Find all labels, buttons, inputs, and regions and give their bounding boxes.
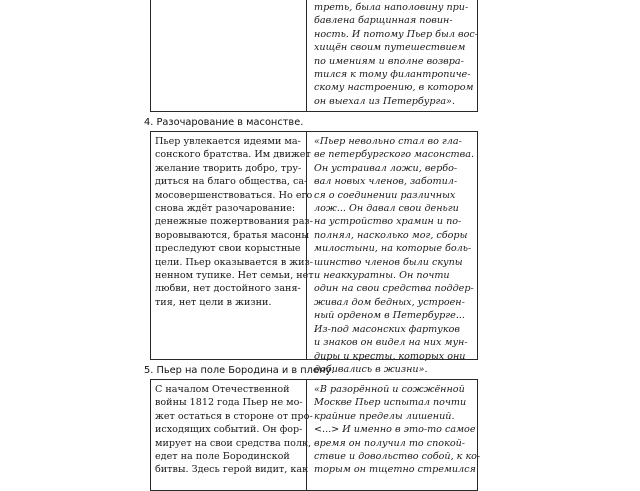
description-cell: Пьер увлекается идеями ма- сонского братства. Им движет желание творить добро, тру- диться на благо общества, са- мосовершенствоваться. Но его снова ждёт разочарование: денежные пожертвования раз- воровываются, братья масоны преследуют свои корыстные цели. Пьер оказывается в жиз- ненном тупике. Нет семьи, нет любви, нет достойного заня- тия, нет цели в жизни.	[155, 136, 314, 308]
quote-cell: «В разорённой и сожжённой Москве Пьер испытал почти крайние пределы лишений. <...> И именно в это-то самое время он получил то спокой- ствие и довольство собой, к ко- торым он тщетно стремился	[314, 384, 481, 476]
quote-cell: треть, была наполовину при- бавлена барщинная повин- ность. И потому Пьер был вос- хищён своим путешествием по имениям и вполне возвра- тился к тому филантропиче- скому настроению, в котором он выехал из Петербурга».	[314, 2, 478, 107]
description-cell: С началом Отечественной войны 1812 года Пьер не мо- жет остаться в стороне от про- исходящих событий. Он фор- мирует на свои средства полк, едет на поле Бородинской битвы. Здесь герой видит, как	[155, 384, 313, 476]
column-divider	[306, 0, 307, 111]
table-section-5	[150, 379, 481, 491]
section-heading-5: 5. Пьер на поле Бородина и в плену.	[144, 365, 335, 376]
section-heading-4: 4. Разочарование в масонстве.	[144, 117, 304, 128]
quote-cell: «Пьер невольно стал во гла- ве петербургского масонства. Он устраивал ложи, вербо- вал новых членов, заботил- ся о соединении различных лож... Он давал свои деньги на устройство храмин и по- полнял, насколько мог, сборы милостыни, на которые боль- шинство членов были скупы и неаккуратны. Он почти один на свои средства поддер- живал дом бедных, устроен- ный орденом в Петербурге... Из-под масонских фартуков и знаков он видел на них мун- диры и кресты, которых они добивались в жизни».	[314, 136, 475, 375]
table-continued	[150, 0, 478, 112]
